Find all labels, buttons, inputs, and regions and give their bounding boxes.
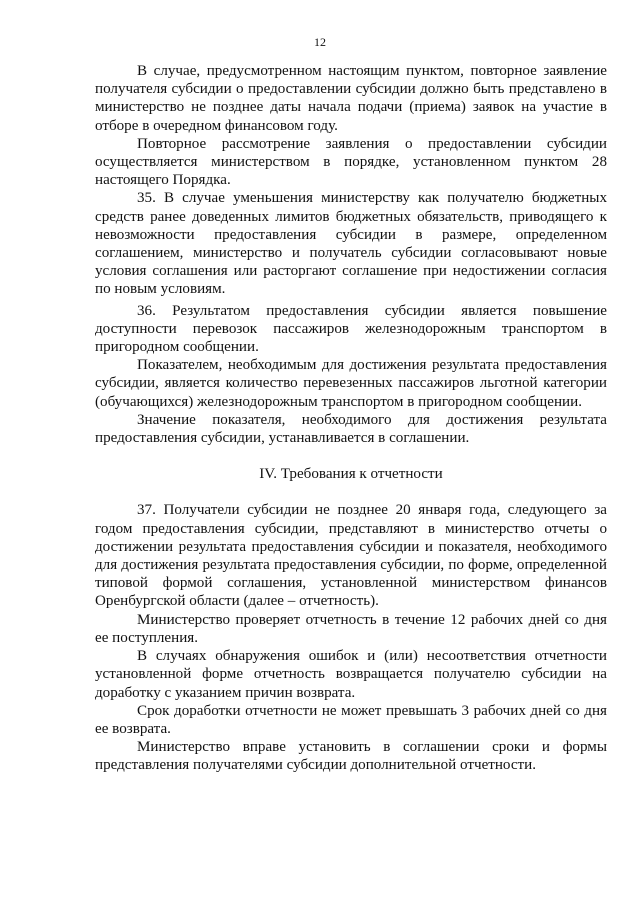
paragraph-indicator: Показателем, необходимым для достижения результата предоставления субсидии, является количество перевезенных пассажиров льготной категории (обучающихся) железнодорожным транспортом в пригородном сообщении. — [95, 357, 607, 410]
paragraph-revision-term: Срок доработки отчетности не может превышать 3 рабочих дней со дня ее возврата. — [95, 702, 607, 737]
section-heading: IV. Требования к отчетности — [259, 466, 443, 483]
paragraph-item-37: 37. Получатели субсидии не позднее 20 января года, следующего за годом предоставления субсидии, представляют в министерство отчеты о достижении результата предоставления субсидии и показателя, необходимого для достижения результата предоставления субсидии, по форме, определенной типовой формой соглашения, установленной министерством финансов Оренбургской области (далее – отчетность). — [95, 502, 607, 610]
page-number: 12 — [314, 35, 326, 49]
paragraph-additional-reporting: Министерство вправе установить в соглашении сроки и формы представления получателями субсидии дополнительной отчетности. — [95, 739, 607, 774]
paragraph-report-return: В случаях обнаружения ошибок и (или) несоответствия отчетности установленной форме отчетность возвращается получателю субсидии на доработку с указанием причин возврата. — [95, 648, 607, 701]
paragraph-indicator-value: Значение показателя, необходимого для достижения результата предоставления субсидии, устанавливается в соглашении. — [95, 411, 607, 447]
page-content — [95, 62, 607, 775]
paragraph-item-35: 35. В случае уменьшения министерству как получателю бюджетных средств ранее доведенных лимитов бюджетных обязательств, приводящего к невозможности предоставления субсидии в размере, определенном соглашением, министерство и получатель субсидии согласовывают новые условия соглашения или расторгают соглашение при недостижении согласия по новым условиям. — [95, 190, 607, 298]
paragraph-repeat-application-deadline: В случае, предусмотренном настоящим пунктом, повторное заявление получателя субсидии о предоставлении субсидии должно быть представлено в министерство не позднее даты начала подачи (приема) заявок на участие в отборе в очередном финансовом году. — [95, 63, 607, 134]
paragraph-report-check: Министерство проверяет отчетность в течение 12 рабочих дней со дня ее поступления. — [95, 611, 607, 646]
paragraph-item-36: 36. Результатом предоставления субсидии является повышение доступности перевозок пассажиров железнодорожным транспортом в пригородном сообщении. — [95, 302, 607, 356]
paragraph-repeat-review: Повторное рассмотрение заявления о предоставлении субсидии осуществляется министерством в порядке, установленном пунктом 28 настоящего Порядка. — [95, 135, 607, 189]
